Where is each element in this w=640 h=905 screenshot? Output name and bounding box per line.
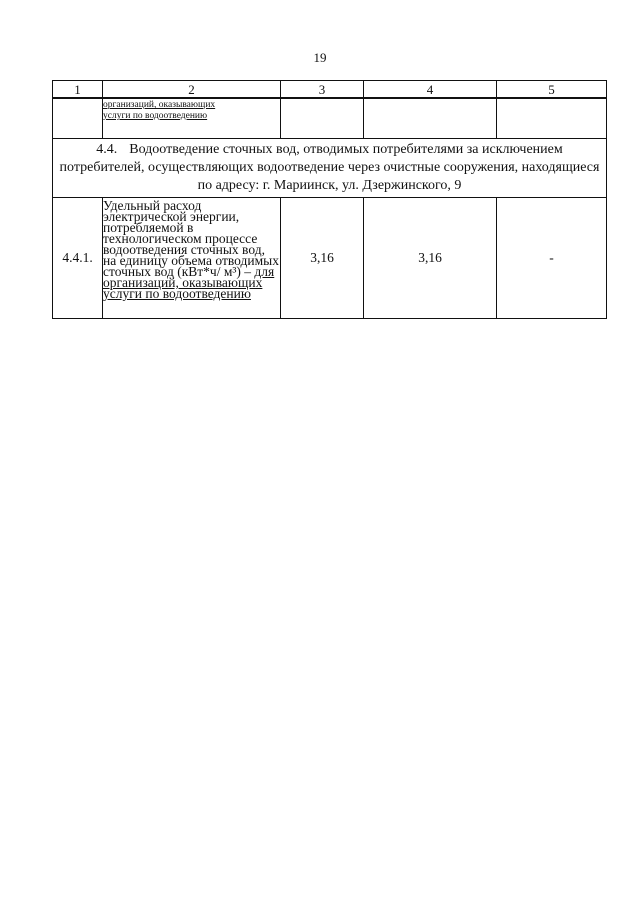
header-cell-5: 5 xyxy=(497,81,607,99)
cont-cell-number xyxy=(53,98,103,139)
table-row xyxy=(53,198,607,319)
item-number: 4.4.1. xyxy=(53,198,103,319)
cont-cell-5 xyxy=(497,98,607,139)
item-desc-underlined: для организаций, оказывающих услуги по водоотведению xyxy=(103,264,275,301)
cont-desc-line1: организаций, оказывающих xyxy=(103,100,216,110)
item-col4-value: 3,16 xyxy=(364,198,497,319)
section-number: 4.4. xyxy=(96,142,118,157)
cont-cell-4 xyxy=(364,98,497,139)
header-cell-1: 1 xyxy=(53,81,103,99)
section-heading xyxy=(53,139,607,198)
header-cell-2: 2 xyxy=(103,81,281,99)
cont-cell-description xyxy=(103,98,281,139)
section-title: Водоотведение сточных вод, отводимых потребителями за исключением потребителей, осуществляющих водоотведение через очистные сооружения, находящиеся по адресу: г. Мариинск, ул. Дзержинского, 9 xyxy=(59,142,600,193)
table-header-row xyxy=(53,81,607,99)
table-row-continuation xyxy=(53,98,607,139)
cont-desc-line2: услуги по водоотведению xyxy=(103,111,208,121)
item-col3-value: 3,16 xyxy=(281,198,364,319)
indicators-table xyxy=(52,80,607,319)
item-desc-plain: Удельный расход электрической энергии, потребляемой в технологическом процессе водоотведения сточных вод, на единицу объема отводимых сточных вод (кВт*ч/ м³) – xyxy=(103,198,279,279)
header-cell-3: 3 xyxy=(281,81,364,99)
page-number: 19 xyxy=(313,50,327,65)
header-cell-4: 4 xyxy=(364,81,497,99)
item-col5-value: - xyxy=(497,198,607,319)
section-row xyxy=(53,139,607,198)
cont-cell-3 xyxy=(281,98,364,139)
item-description xyxy=(103,198,281,319)
